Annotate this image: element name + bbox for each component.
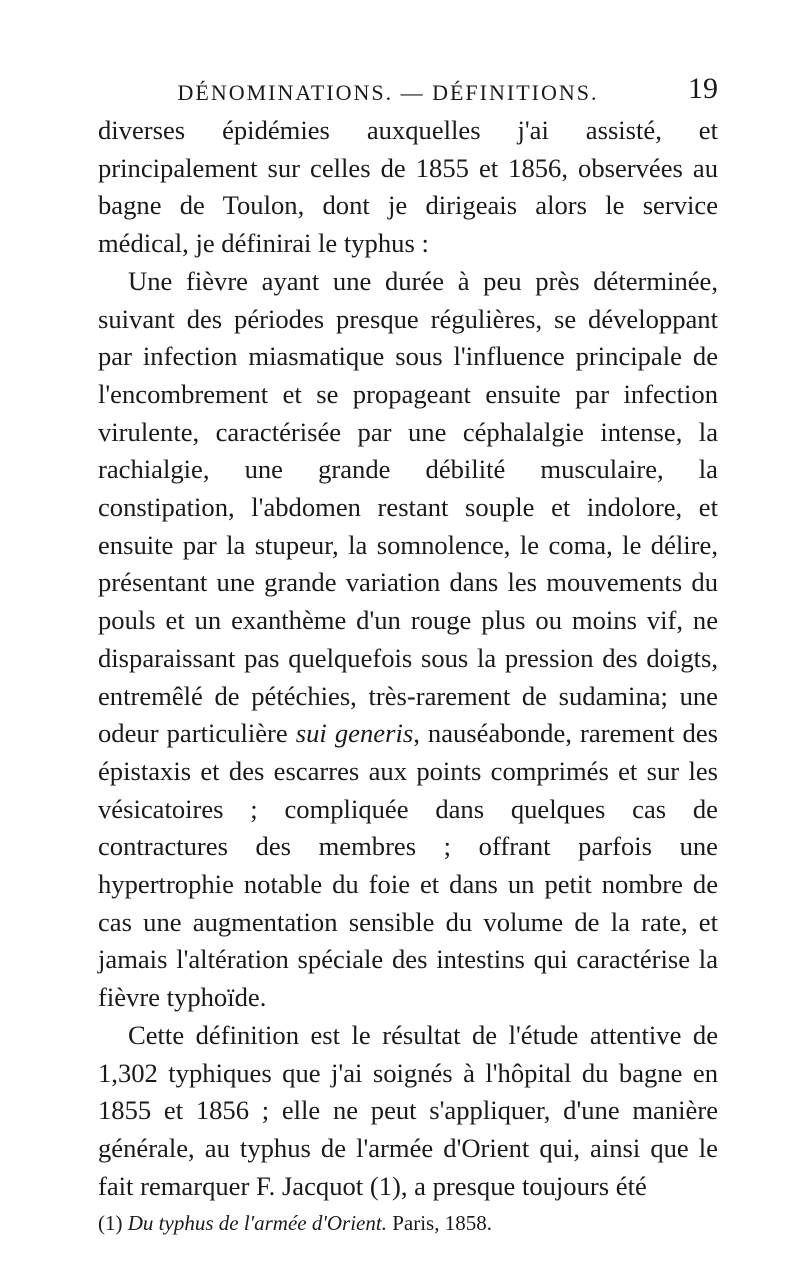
page-number: 19 <box>688 72 718 105</box>
paragraph-1: diverses épidémies auxquelles j'ai assisté, et principalement sur celles de 1855 et 1856, observées au bagne de Toulon, dont je dirigeais alors le service médical, je définirai le typhus : <box>98 115 718 259</box>
footnote <box>98 1209 718 1237</box>
footnote-source: Paris, 1858. <box>392 1211 492 1236</box>
paragraph-2-text-a: Une fièvre ayant une durée à peu près déterminée, suivant des périodes presque régulières, se développant par infection miasmatique sous l'influence principale de l'encombrement et se propageant ensuite par infection virulente, caractérisée par une céphalalgie intense, la rachialgie, une grande débilité musculaire, la constipation, l'abdomen restant souple et indolore, et ensuite par la stupeur, la somnolence, le coma, le délire, présentant une grande variation dans les mouvements du pouls et un exanthème d'un rouge plus ou moins vif, ne disparaissant pas quelquefois sous la pression des doigts, entremêlé de pétéchies, très-rarement de sudamina; une odeur particulière <box>98 265 718 749</box>
footnote-marker: (1) <box>98 1211 123 1236</box>
paragraph-2 <box>98 263 718 1017</box>
paragraph-3: Cette définition est le résultat de l'étude attentive de 1,302 typhiques que j'ai soignés à l'hôpital du bagne en 1855 et 1856 ; elle ne peut s'appliquer, d'une manière générale, au typhus de l'armée d'Orient qui, ainsi que le fait remarquer F. Jacquot (1), a presque toujours été <box>98 1019 718 1201</box>
running-title: DÉNOMINATIONS. — DÉFINITIONS. <box>177 80 599 105</box>
latin-phrase: sui generis <box>295 718 414 749</box>
footnote-title: Du typhus de l'armée d'Orient. <box>127 1211 387 1236</box>
book-page <box>98 72 718 1237</box>
running-head <box>98 72 718 112</box>
body-text <box>98 112 718 1205</box>
paragraph-2-text-b: , nauséabonde, rarement des épistaxis et des escarres aux points comprimés et sur les vésicatoires ; compliquée dans quelques cas de contractures des membres ; offrant parfois une hypertrophie notable du foie et dans un petit nombre de cas une augmentation sensible du volume de la rate, et jamais l'altération spéciale des intestins qui caractérise la fièvre typhoïde. <box>98 718 718 1013</box>
